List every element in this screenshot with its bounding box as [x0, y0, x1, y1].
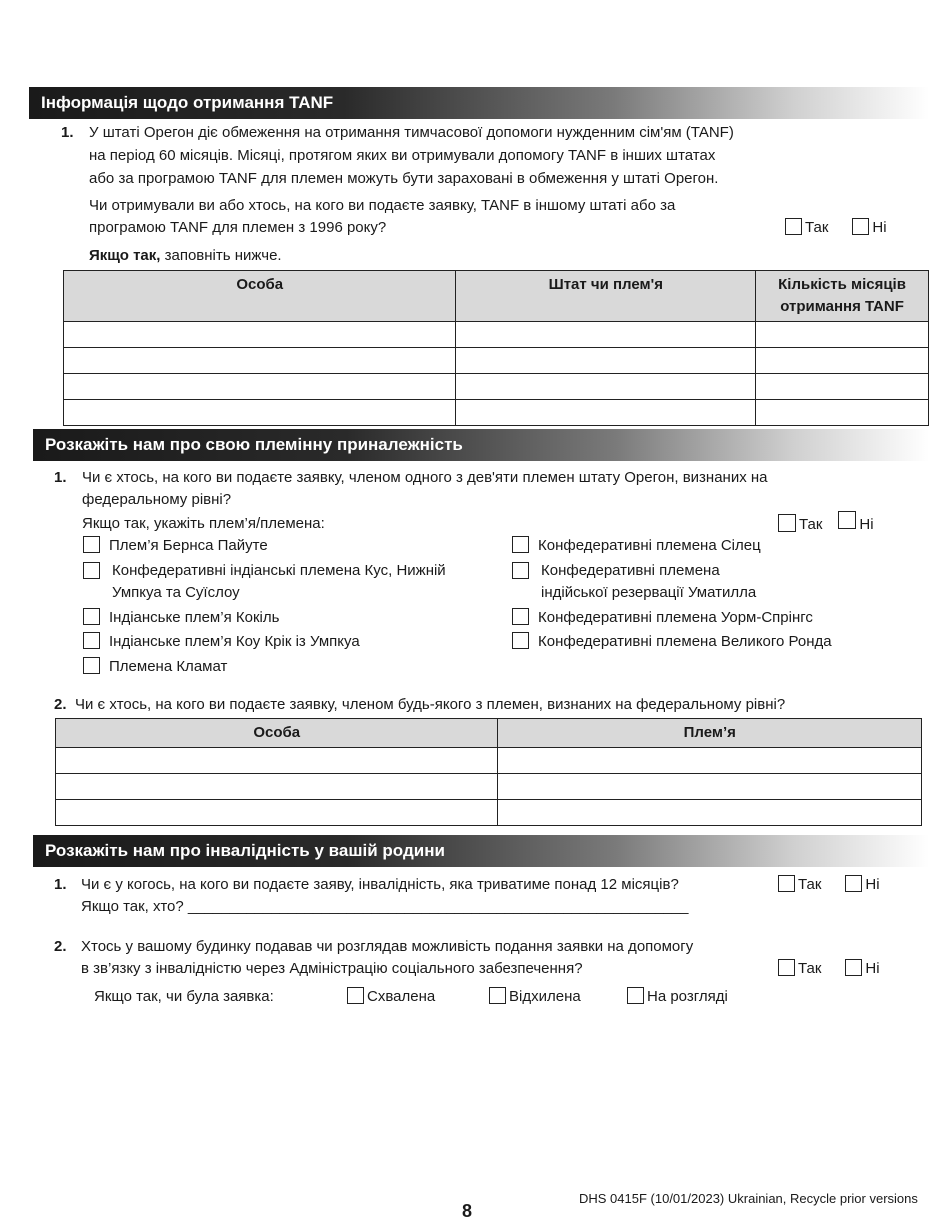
tribal-col-tribe: Плем’я: [498, 719, 922, 748]
tribe-label: Конфедеративні племена Великого Ронда: [538, 633, 832, 650]
tanf-cell-months[interactable]: [756, 373, 929, 399]
tanf-cell-person[interactable]: [64, 373, 456, 399]
table-row: [56, 773, 922, 799]
tanf-q1-yes-no: [785, 217, 911, 239]
disability-q1-yes-checkbox[interactable]: [778, 875, 795, 892]
tribal-cell-person[interactable]: [56, 747, 498, 773]
tanf-cell-person[interactable]: [64, 321, 456, 347]
tribe-warm-springs[interactable]: [512, 607, 813, 629]
tribe-checkbox[interactable]: [512, 632, 529, 649]
tanf-section-title: Інформація щодо отримання TANF: [41, 93, 334, 112]
tribal-q1-no-label: Ні: [859, 516, 874, 533]
tribal-cell-tribe[interactable]: [498, 773, 922, 799]
tanf-q1-line2: на період 60 місяців. Місяці, протягом яких ви отримували допомогу TANF в інших штатах: [89, 147, 716, 164]
tribal-q1-line2: федеральному рівні?: [82, 491, 232, 508]
status-denied-label: Відхилена: [509, 988, 581, 1005]
table-row: [56, 799, 922, 825]
tanf-cell-person[interactable]: [64, 347, 456, 373]
tribe-cow-creek[interactable]: [83, 631, 360, 653]
disability-q1-yes-no: [778, 874, 904, 896]
status-pending-option[interactable]: [627, 986, 752, 1008]
tanf-col-months: [756, 271, 929, 322]
disability-section-header: [33, 835, 929, 867]
tribe-label: Племена Кламат: [109, 658, 228, 675]
tribe-checkbox[interactable]: [83, 536, 100, 553]
tribe-umatilla[interactable]: [512, 560, 912, 604]
status-pending-label: На розгляді: [647, 988, 728, 1005]
tanf-cell-state[interactable]: [456, 321, 756, 347]
tribal-col-person: Особа: [56, 719, 498, 748]
tanf-if-yes-instruction: [89, 245, 282, 267]
status-denied-option[interactable]: [489, 986, 605, 1008]
tanf-if-yes-rest: заповніть нижче.: [160, 247, 282, 264]
tanf-q1-no-checkbox[interactable]: [852, 218, 869, 235]
tribe-checkbox[interactable]: [83, 562, 100, 579]
form-code: DHS 0415F (10/01/2023) Ukrainian, Recycle prior versions: [579, 1191, 918, 1206]
tribal-cell-tribe[interactable]: [498, 799, 922, 825]
tanf-q1-ask-line2: програмою TANF для племен з 1996 року?: [89, 219, 387, 236]
tanf-cell-months[interactable]: [756, 321, 929, 347]
tribal-q1-number: 1.: [54, 469, 67, 486]
tanf-cell-state[interactable]: [456, 347, 756, 373]
disability-q1-number: 1.: [54, 876, 67, 893]
disability-q1-yes-label: Так: [798, 876, 822, 893]
tanf-q1-no-label: Ні: [872, 219, 887, 236]
tribal-table-header-row: [56, 719, 922, 748]
tanf-q1-yes-label: Так: [805, 219, 829, 236]
tribe-checkbox[interactable]: [512, 536, 529, 553]
tribal-q2-text: Чи є хтось, на кого ви подаєте заявку, членом будь-якого з племен, визнаних на федеральному рівні?: [75, 696, 786, 713]
disability-q1-line1: Чи є у когось, на кого ви подаєте заяву, інвалідність, яка триватиме понад 12 місяців?: [81, 876, 679, 893]
tribal-q1-yes-no: [778, 511, 898, 536]
tanf-cell-person[interactable]: [64, 399, 456, 425]
tribe-label: Конфедеративні племена: [541, 562, 720, 579]
tribal-q1-yes-checkbox[interactable]: [778, 514, 796, 532]
tanf-if-yes-bold: Якщо так,: [89, 247, 161, 264]
tribe-label: Конфедеративні племена Уорм-Спрінгс: [538, 609, 813, 626]
tanf-cell-state[interactable]: [456, 399, 756, 425]
tanf-cell-state[interactable]: [456, 373, 756, 399]
disability-q2-line2: в зв’язку з інвалідністю через Адміністрацію соціального забезпечення?: [81, 960, 583, 977]
status-approved-checkbox[interactable]: [347, 987, 364, 1004]
tribal-q1-line3: Якщо так, укажіть плем’я/племена:: [82, 515, 325, 532]
tanf-table-header-row: [64, 271, 929, 322]
tanf-col-months-line2: отримання TANF: [780, 297, 904, 315]
tanf-col-state-tribe: Штат чи плем'я: [456, 271, 756, 322]
tribe-checkbox[interactable]: [512, 562, 529, 579]
tanf-q1-line1: У штаті Орегон діє обмеження на отримання тимчасової допомоги нужденним сім'ям (TANF): [89, 124, 734, 141]
tribe-grand-ronde[interactable]: [512, 631, 832, 653]
status-pending-checkbox[interactable]: [627, 987, 644, 1004]
tribe-label-cont: Умпкуа та Суїслоу: [112, 584, 240, 601]
tribe-label: Плем’я Бернса Пайуте: [109, 537, 268, 554]
tribe-label-cont: індійської резервації Уматилла: [541, 584, 757, 601]
disability-q2-yes-no: [778, 958, 904, 980]
status-approved-option[interactable]: [347, 986, 459, 1008]
disability-section-title: Розкажіть нам про інвалідність у вашій родини: [45, 841, 445, 860]
disability-q2-line1: Хтось у вашому будинку подавав чи розглядав можливість подання заявки на допомогу: [81, 938, 694, 955]
tribe-burns-paiute[interactable]: [83, 535, 268, 557]
tribe-siletz[interactable]: [512, 535, 761, 557]
tanf-col-months-line1: Кількість місяців: [778, 276, 906, 293]
tanf-q1-number: 1.: [61, 124, 74, 141]
status-approved-label: Схвалена: [367, 988, 436, 1005]
tanf-cell-months[interactable]: [756, 399, 929, 425]
tribe-checkbox[interactable]: [83, 657, 100, 674]
table-row: [64, 321, 929, 347]
tanf-cell-months[interactable]: [756, 347, 929, 373]
tribal-cell-tribe[interactable]: [498, 747, 922, 773]
table-row: [64, 347, 929, 373]
disability-q2-status-label: Якщо так, чи була заявка:: [94, 988, 274, 1005]
tribal-q1-no-checkbox[interactable]: [838, 511, 856, 529]
tanf-table: [63, 270, 929, 426]
disability-q2-yes-label: Так: [798, 960, 822, 977]
tanf-q1-ask-line1: Чи отримували ви або хтось, на кого ви подаєте заявку, TANF в іншому штаті або за: [89, 197, 676, 214]
disability-q1-no-label: Ні: [865, 876, 880, 893]
tribal-q1-yes-label: Так: [799, 516, 823, 533]
tribal-cell-person[interactable]: [56, 799, 498, 825]
table-row: [64, 399, 929, 425]
tribal-table: [55, 718, 922, 826]
disability-q2-no-label: Ні: [865, 960, 880, 977]
table-row: [56, 747, 922, 773]
tribal-section-header: [33, 429, 929, 461]
tanf-section-header: [29, 87, 929, 119]
disability-q1-who-field[interactable]: Якщо так, хто? ____________________________________________________________: [81, 898, 689, 915]
tribal-cell-person[interactable]: [56, 773, 498, 799]
tribe-klamath[interactable]: [83, 656, 227, 678]
tribe-coquille[interactable]: [83, 607, 279, 629]
disability-q2-yes-checkbox[interactable]: [778, 959, 795, 976]
page-number: 8: [462, 1201, 473, 1221]
tribe-label: Індіанське плем’я Коу Крік із Умпкуа: [109, 633, 360, 650]
disability-q2-no-checkbox[interactable]: [845, 959, 862, 976]
tribe-label: Конфедеративні племена Сілец: [538, 537, 761, 554]
tanf-col-person: Особа: [64, 271, 456, 322]
tribe-checkbox[interactable]: [512, 608, 529, 625]
tribal-q1-line1: Чи є хтось, на кого ви подаєте заявку, членом одного з дев'яти племен штату Орегон, визнаних на: [82, 469, 768, 486]
tribe-coos-umpqua-siuslaw[interactable]: [83, 560, 483, 604]
tribe-checkbox[interactable]: [83, 632, 100, 649]
tanf-q1-line3: або за програмою TANF для племен можуть бути зараховані в обмеження у штаті Орегон.: [89, 170, 719, 187]
tribal-section-title: Розкажіть нам про свою племінну приналежність: [45, 435, 463, 454]
status-denied-checkbox[interactable]: [489, 987, 506, 1004]
disability-q1-no-checkbox[interactable]: [845, 875, 862, 892]
tanf-q1-yes-checkbox[interactable]: [785, 218, 802, 235]
table-row: [64, 373, 929, 399]
tribe-label: Конфедеративні індіанські племена Кус, Нижній: [112, 562, 446, 579]
tribal-q2-number: 2.: [54, 696, 67, 713]
tribe-label: Індіанське плем’я Кокіль: [109, 609, 280, 626]
tribe-checkbox[interactable]: [83, 608, 100, 625]
disability-q2-number: 2.: [54, 938, 67, 955]
